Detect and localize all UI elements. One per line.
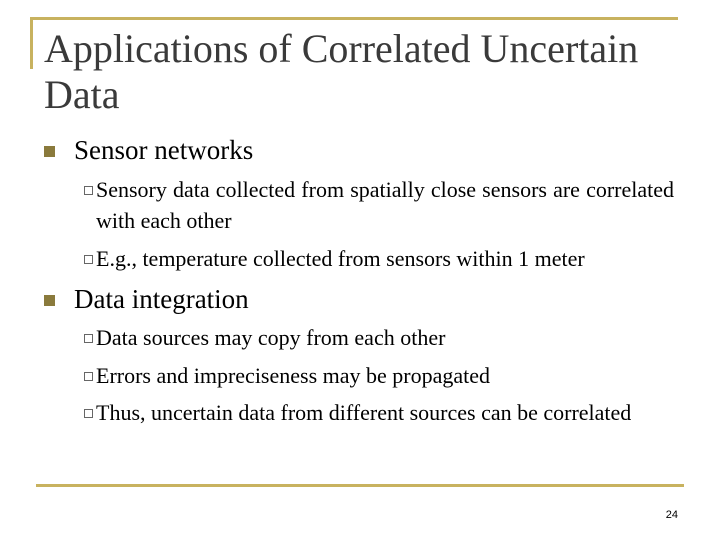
page-number: 24: [665, 509, 678, 521]
left-border-line: [30, 17, 33, 69]
top-border-line: [30, 17, 678, 20]
sub-bullet: [84, 397, 674, 428]
slide-title: Applications of Correlated Uncertain Data: [44, 26, 639, 117]
bottom-border-line: [36, 484, 684, 487]
sub-bullet-text: Sensory data collected from spatially close sensors are correlated with each other: [96, 177, 674, 233]
hollow-square-bullet-icon: [84, 372, 93, 381]
sub-bullet: [84, 174, 674, 236]
sub-bullet-text: Data sources may copy from each other: [96, 325, 446, 350]
sub-bullet: [84, 360, 674, 391]
hollow-square-bullet-icon: [84, 334, 93, 343]
sub-bullet-text: Errors and impreciseness may be propagated: [96, 363, 491, 388]
hollow-square-bullet-icon: [84, 186, 93, 195]
section-heading: Sensor networks: [74, 135, 254, 165]
hollow-square-bullet-icon: [84, 409, 93, 418]
section-heading: Data integration: [74, 284, 249, 314]
square-bullet-icon: [44, 146, 55, 157]
sub-bullet: [84, 322, 674, 353]
square-bullet-icon: [44, 295, 55, 306]
sub-bullet-text: E.g., temperature collected from sensors within 1 meter: [96, 246, 585, 271]
hollow-square-bullet-icon: [84, 255, 93, 264]
sub-bullet: [84, 243, 674, 274]
sub-bullet-text: Thus, uncertain data from different sources can be correlated: [96, 400, 632, 425]
